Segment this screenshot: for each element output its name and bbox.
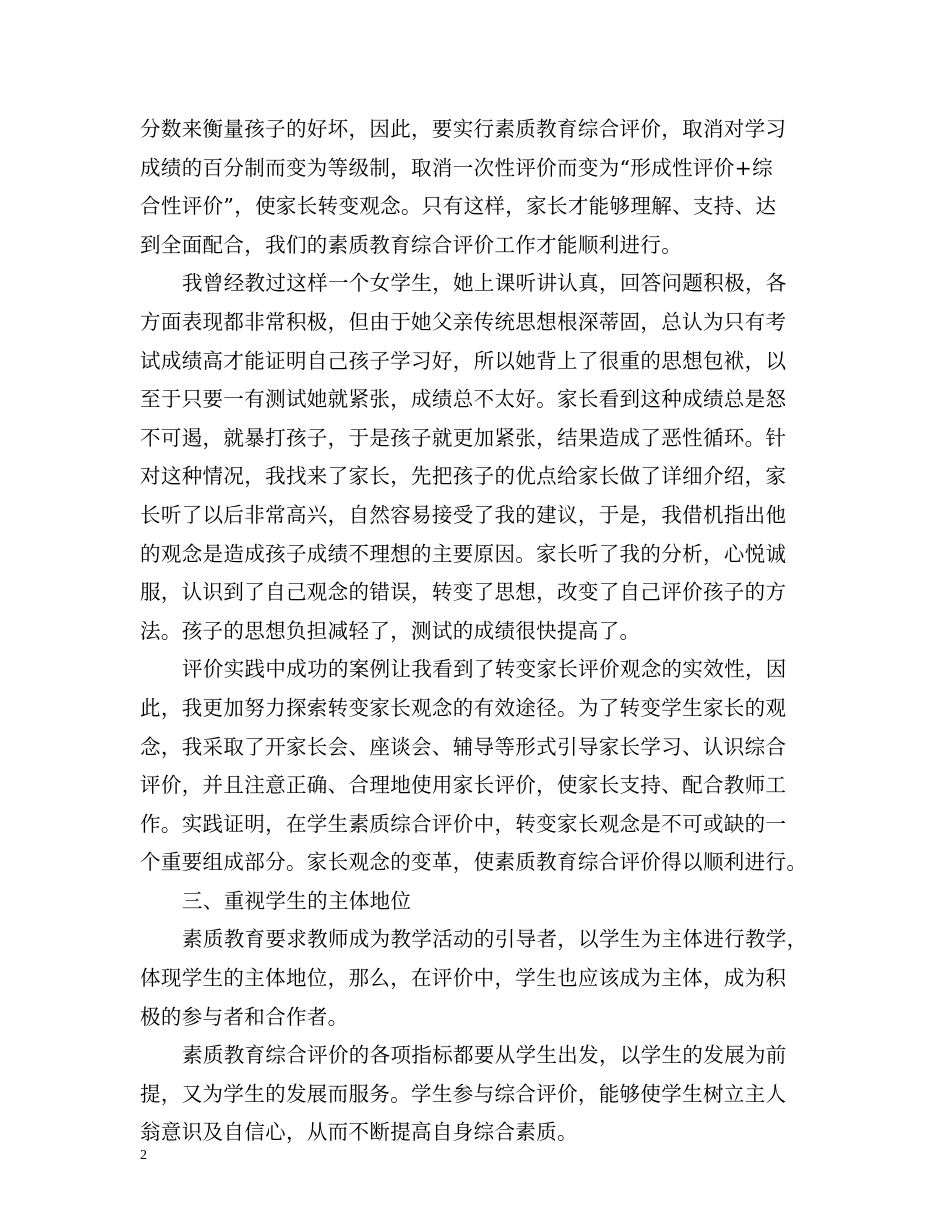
- text-line: 不可遏，就暴打孩子，于是孩子就更加紧张，结果造成了恶性循环。针: [140, 425, 787, 450]
- document-body: [140, 110, 820, 1152]
- text-line: 素质教育综合评价的各项指标都要从学生出发，以学生的发展为前: [182, 1043, 787, 1068]
- text-line: 体现学生的主体地位，那么，在评价中，学生也应该成为主体，成为积: [140, 966, 787, 991]
- text-line: 的观念是造成孩子成绩不理想的主要原因。家长听了我的分析，心悦诚: [140, 541, 787, 566]
- text-line: 此，我更加努力探索转变家长观念的有效途径。为了转变学生家长的观: [140, 695, 787, 720]
- text-line: 我曾经教过这样一个女学生，她上课听讲认真，回答问题积极，各: [182, 271, 787, 296]
- text-line: 翁意识及自信心，从而不断提高自身综合素质。: [140, 1120, 578, 1145]
- text-line: 试成绩高才能证明自己孩子学习好，所以她背上了很重的思想包袱，以: [140, 348, 787, 373]
- text-line: 评价实践中成功的案例让我看到了转变家长评价观念的实效性，因: [182, 657, 787, 682]
- text-line: 个重要组成部分。家长观念的变革，使素质教育综合评价得以顺利进行。: [140, 850, 808, 875]
- text-line: 提，又为学生的发展而服务。学生参与综合评价，能够使学生树立主人: [140, 1081, 787, 1106]
- text-line: 服，认识到了自己观念的错误，转变了思想，改变了自己评价孩子的方: [140, 580, 787, 605]
- text-line: 方面表现都非常积极，但由于她父亲传统思想根深蒂固，总认为只有考: [140, 309, 787, 334]
- text-line: 极的参与者和合作者。: [140, 1004, 349, 1029]
- text-line: 到全面配合，我们的素质教育综合评价工作才能顺利进行。: [140, 232, 683, 257]
- text-line: 合性评价”，使家长转变观念。只有这样，家长才能够理解、支持、达: [140, 194, 777, 219]
- text-line: 三、重视学生的主体地位: [182, 888, 412, 913]
- text-line: 素质教育要求教师成为教学活动的引导者，以学生为主体进行教学，: [182, 927, 808, 952]
- text-line: 成绩的百分制而变为等级制，取消一次性评价而变为“形成性评价+综: [140, 155, 774, 180]
- text-line: 对这种情况，我找来了家长，先把孩子的优点给家长做了详细介绍，家: [140, 464, 787, 489]
- text-line: 作。实践证明，在学生素质综合评价中，转变家长观念是不可或缺的一: [140, 811, 787, 836]
- text-line: 评价，并且注意正确、合理地使用家长评价，使家长支持、配合教师工: [140, 773, 787, 798]
- text-line: 分数来衡量孩子的好坏，因此，要实行素质教育综合评价，取消对学习: [140, 117, 787, 141]
- text-line: 长听了以后非常高兴，自然容易接受了我的建议，于是，我借机指出他: [140, 502, 787, 527]
- text-line: 法。孩子的思想负担减轻了，测试的成绩很快提高了。: [140, 618, 641, 643]
- page-number: 2: [140, 1148, 147, 1163]
- text-line: 念，我采取了开家长会、座谈会、辅导等形式引导家长学习、认识综合: [140, 734, 787, 759]
- text-line: 至于只要一有测试她就紧张，成绩总不太好。家长看到这种成绩总是怒: [140, 387, 787, 412]
